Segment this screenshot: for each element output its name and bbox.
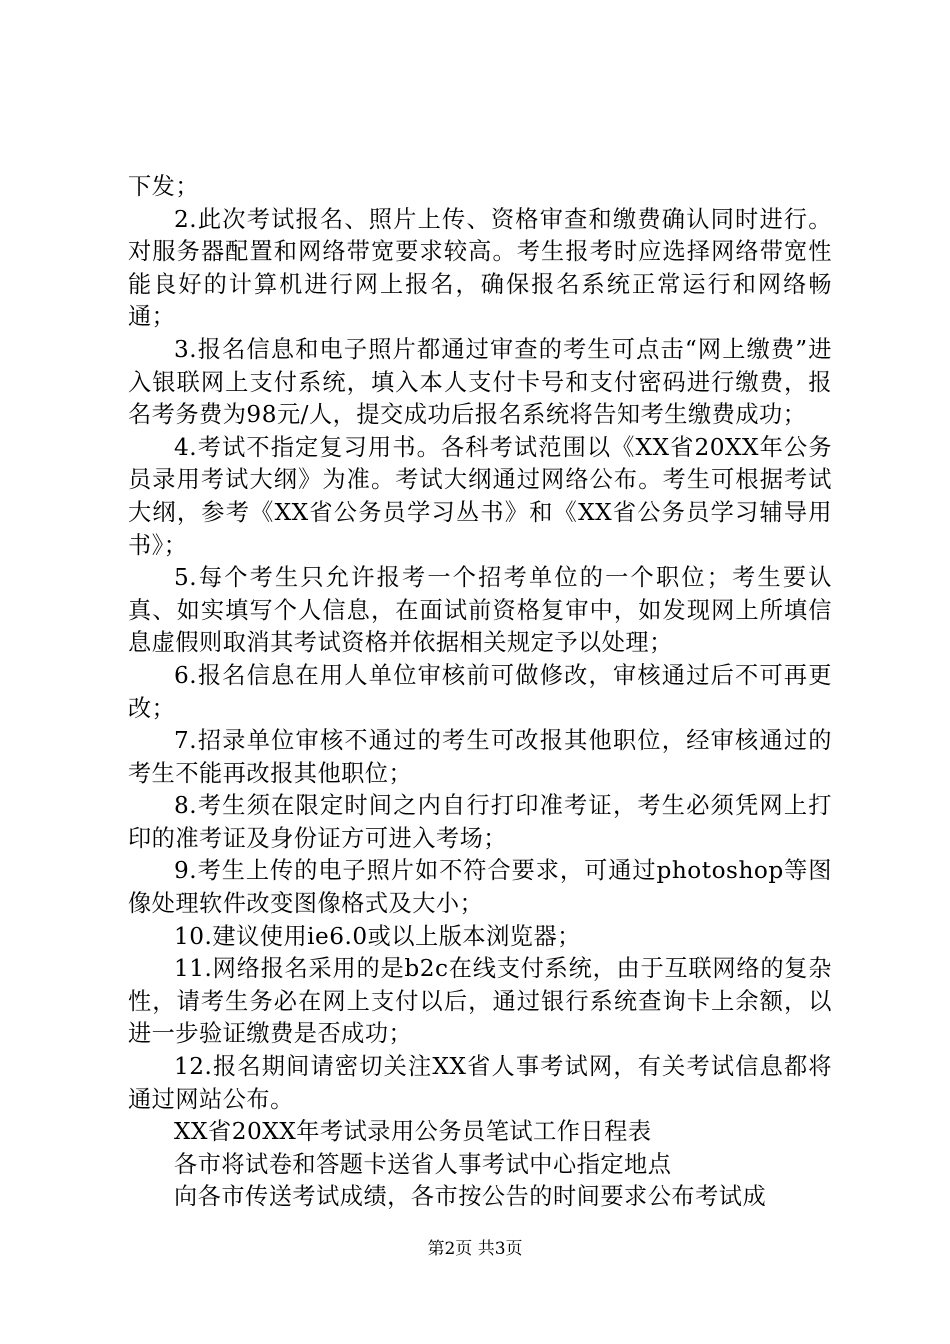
paragraph-item-3: 3.报名信息和电子照片都通过审查的考生可点击“网上缴费”进入银联网上支付系统，填入本人支付卡号和支付密码进行缴费，报名考务费为98元/人，提交成功后报名系统将告知考生缴费成功； <box>128 335 832 429</box>
page-number-footer: 第2页 共3页 <box>427 1239 523 1259</box>
paragraph-item-8: 8.考生须在限定时间之内自行打印准考证，考生必须凭网上打印的准考证及身份证方可进入考场； <box>128 792 832 852</box>
paragraph-continuation: 下发； <box>128 173 200 200</box>
schedule-line-1: 各市将试卷和答题卡送省人事考试中心指定地点 <box>174 1150 672 1178</box>
schedule-title: XX省20XX年考试录用公务员笔试工作日程表 <box>174 1118 652 1146</box>
paragraph-item-4: 4.考试不指定复习用书。各科考试范围以《XX省20XX年公务员录用考试大纲》为准。考试大纲通过网络公布。考生可根据考试大纲，参考《XX省公务员学习丛书》和《XX省公务员学习辅导用书》； <box>128 433 832 559</box>
paragraph-item-9: 9.考生上传的电子照片如不符合要求，可通过photoshop等图像处理软件改变图像格式及大小； <box>128 857 832 918</box>
document-body <box>128 171 832 1214</box>
paragraph-item-5: 5.每个考生只允许报考一个招考单位的一个职位；考生要认真、如实填写个人信息，在面试前资格复审中，如发现网上所填信息虚假则取消其考试资格并依据相关规定予以处理； <box>128 564 832 657</box>
schedule-line-2: 向各市传送考试成绩，各市按公告的时间要求公布考试成 <box>174 1183 767 1211</box>
paragraph-item-12: 12.报名期间请密切关注XX省人事考试网，有关考试信息都将通过网站公布。 <box>128 1053 832 1113</box>
paragraph-item-10: 10.建议使用ie6.0或以上版本浏览器； <box>174 922 581 950</box>
paragraph-item-7: 7.招录单位审核不通过的考生可改报其他职位，经审核通过的考生不能再改报其他职位； <box>128 727 832 787</box>
paragraph-item-2: 2.此次考试报名、照片上传、资格审查和缴费确认同时进行。对服务器配置和网络带宽要求较高。考生报考时应选择网络带宽性能良好的计算机进行网上报名，确保报名系统正常运行和网络畅通； <box>128 205 832 331</box>
paragraph-item-6: 6.报名信息在用人单位审核前可做修改，审核通过后不可再更改； <box>128 661 832 722</box>
paragraph-item-11: 11.网络报名采用的是b2c在线支付系统，由于互联网络的复杂性，请考生务必在网上支付以后，通过银行系统查询卡上余额，以进一步验证缴费是否成功； <box>128 955 832 1048</box>
